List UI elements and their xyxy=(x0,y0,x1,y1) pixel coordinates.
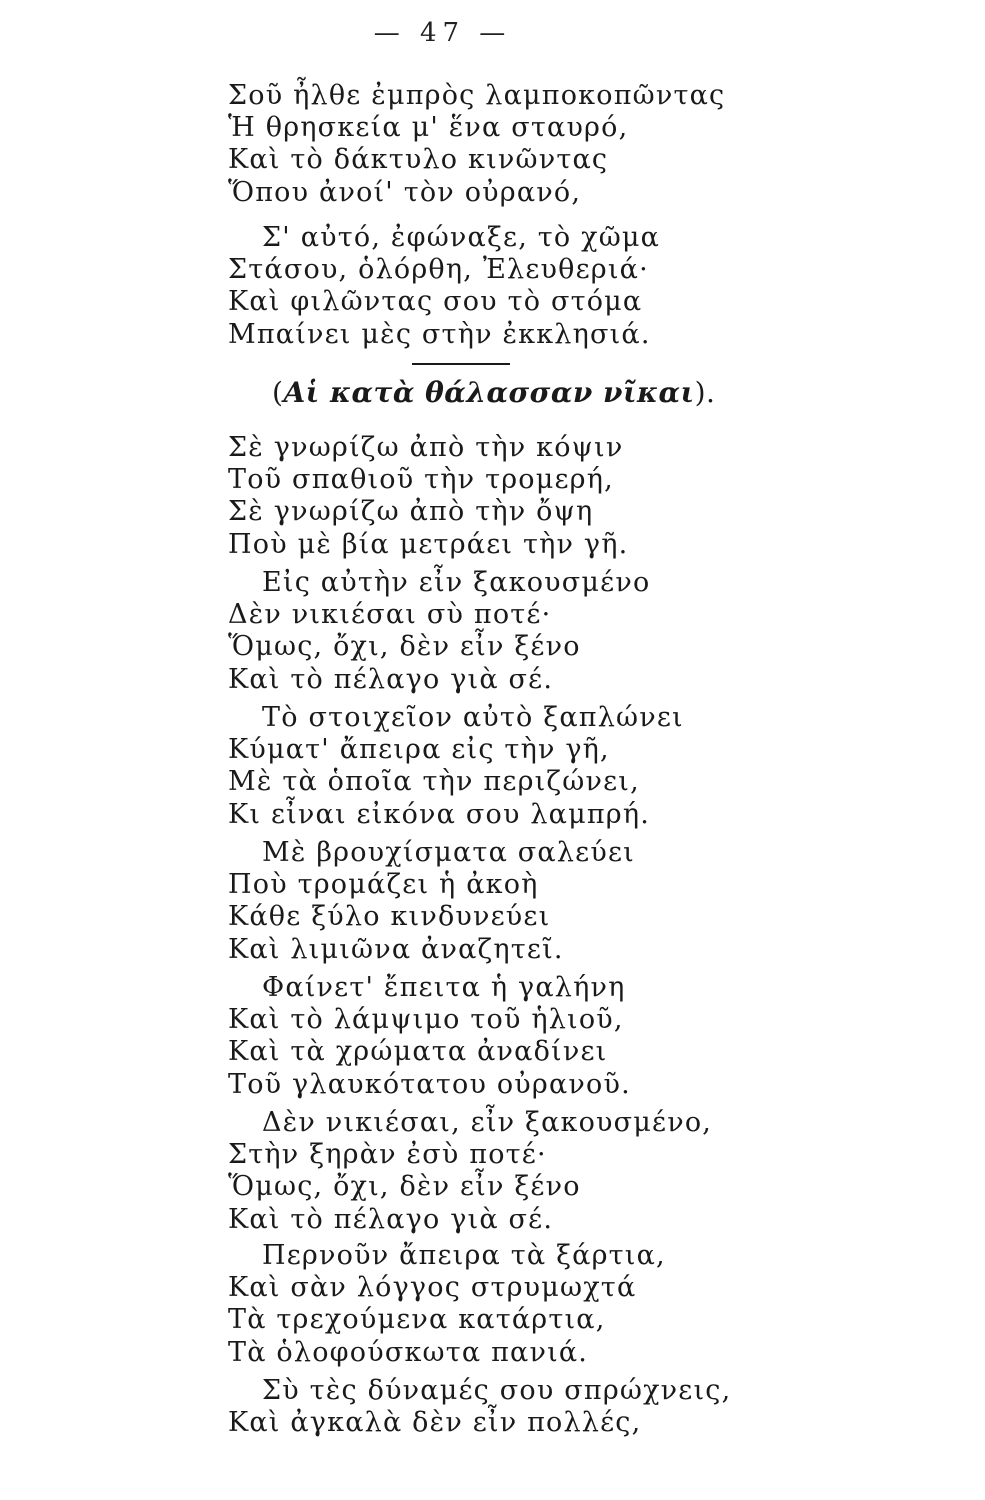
stanza xyxy=(228,1375,731,1439)
verse-line: Σὲ γνωρίζω ἀπὸ τὴν ὄψη xyxy=(228,496,594,528)
verse-line: Τὰ ὁλοφούσκωτα πανιά. xyxy=(228,1336,589,1368)
verse-line: Μπαίνει μὲς στὴν ἐκκλησιά. xyxy=(228,318,651,350)
verse-line: Στὴν ξηρὰν ἐσὺ ποτέ· xyxy=(228,1139,547,1171)
verse-line: Δὲν νικιέσαι, εἶν ξακουσμένο, xyxy=(262,1107,713,1138)
verse-line: Ὅπου ἀνοί' τὸν οὐρανό, xyxy=(228,176,582,208)
verse-line: Ἡ θρησκεία μ' ἕνα σταυρό, xyxy=(228,112,629,144)
verse-line: Καὶ τὰ χρώματα ἀναδίνει xyxy=(228,1036,608,1068)
stanza xyxy=(228,702,684,831)
verse-line: Τὸ στοιχεῖον αὐτὸ ξαπλώνει xyxy=(262,702,684,733)
verse-line: Μὲ τὰ ὁποῖα τὴν περιζώνει, xyxy=(228,766,640,798)
section-title-text: Αἱ κατὰ θάλασσαν νῖκαι xyxy=(283,376,695,409)
verse-line: Τοῦ γλαυκότατου οὐρανοῦ. xyxy=(228,1068,631,1100)
verse-line: Τοῦ σπαθιοῦ τὴν τρομερή, xyxy=(228,464,614,496)
verse-line: Ὅμως, ὄχι, δὲν εἶν ξένο xyxy=(228,1171,581,1203)
verse-line: Σὲ γνωρίζω ἀπὸ τὴν κόψιν xyxy=(228,432,624,463)
verse-line: Μὲ βρουχίσματα σαλεύει xyxy=(262,837,635,868)
verse-line: Καὶ τὸ πέλαγο γιὰ σέ. xyxy=(228,1203,554,1235)
verse-line: Καὶ τὸ λάμψιμο τοῦ ἡλιοῦ, xyxy=(228,1004,624,1036)
section-divider xyxy=(412,363,510,365)
verse-line: Τὰ τρεχούμενα κατάρτια, xyxy=(228,1304,606,1336)
verse-line: Περνοῦν ἄπειρα τὰ ξάρτια, xyxy=(262,1240,666,1271)
verse-line: Δὲν νικιέσαι σὺ ποτέ· xyxy=(228,599,552,631)
section-title-open-paren: ( xyxy=(272,376,284,409)
verse-line: Κύματ' ἄπειρα εἰς τὴν γῆ, xyxy=(228,734,610,766)
stanza xyxy=(228,432,628,561)
verse-line: Καὶ φιλῶντας σου τὸ στόμα xyxy=(228,286,643,318)
verse-line: Στάσου, ὁλόρθη, Ἐλευθεριά· xyxy=(228,254,649,286)
verse-line: Καὶ σὰν λόγγος στρυμωχτά xyxy=(228,1272,637,1304)
verse-line: Σ' αὐτό, ἐφώναξε, τὸ χῶμα xyxy=(262,222,661,253)
verse-line: Καὶ τὸ δάκτυλο κινῶντας xyxy=(228,144,609,176)
verse-line: Ποὺ τρομάζει ἡ ἀκοὴ xyxy=(228,869,539,901)
stanza xyxy=(228,1107,712,1236)
verse-line: Καὶ τὸ πέλαγο γιὰ σέ. xyxy=(228,663,554,695)
page-number: — 47 — xyxy=(373,18,512,48)
section-title xyxy=(272,376,715,409)
stanza xyxy=(228,1240,666,1369)
verse-line: Ὅμως, ὄχι, δὲν εἶν ξένο xyxy=(228,631,581,663)
verse-line: Καὶ λιμιῶνα ἀναζητεῖ. xyxy=(228,933,564,965)
verse-line: Σὺ τὲς δύναμές σου σπρώχνεις, xyxy=(262,1375,732,1406)
verse-line: Σοῦ ἦλθε ἐμπρὸς λαμποκοπῶντας xyxy=(228,80,726,111)
verse-line: Εἰς αὐτὴν εἶν ξακουσμένο xyxy=(262,567,651,598)
stanza xyxy=(228,837,635,966)
verse-line: Φαίνετ' ἔπειτα ἡ γαλήνη xyxy=(262,972,626,1003)
stanza xyxy=(228,972,631,1101)
stanza xyxy=(228,567,650,696)
verse-line: Κάθε ξύλο κινδυνεύει xyxy=(228,901,551,933)
section-title-close-paren: ). xyxy=(694,376,716,409)
stanza xyxy=(228,222,660,351)
verse-line: Ποὺ μὲ βία μετράει τὴν γῆ. xyxy=(228,528,629,560)
stanza xyxy=(228,80,725,209)
verse-line: Κι εἶναι εἰκόνα σου λαμπρή. xyxy=(228,798,651,830)
verse-line: Καὶ ἀγκαλὰ δὲν εἶν πολλές, xyxy=(228,1407,642,1439)
